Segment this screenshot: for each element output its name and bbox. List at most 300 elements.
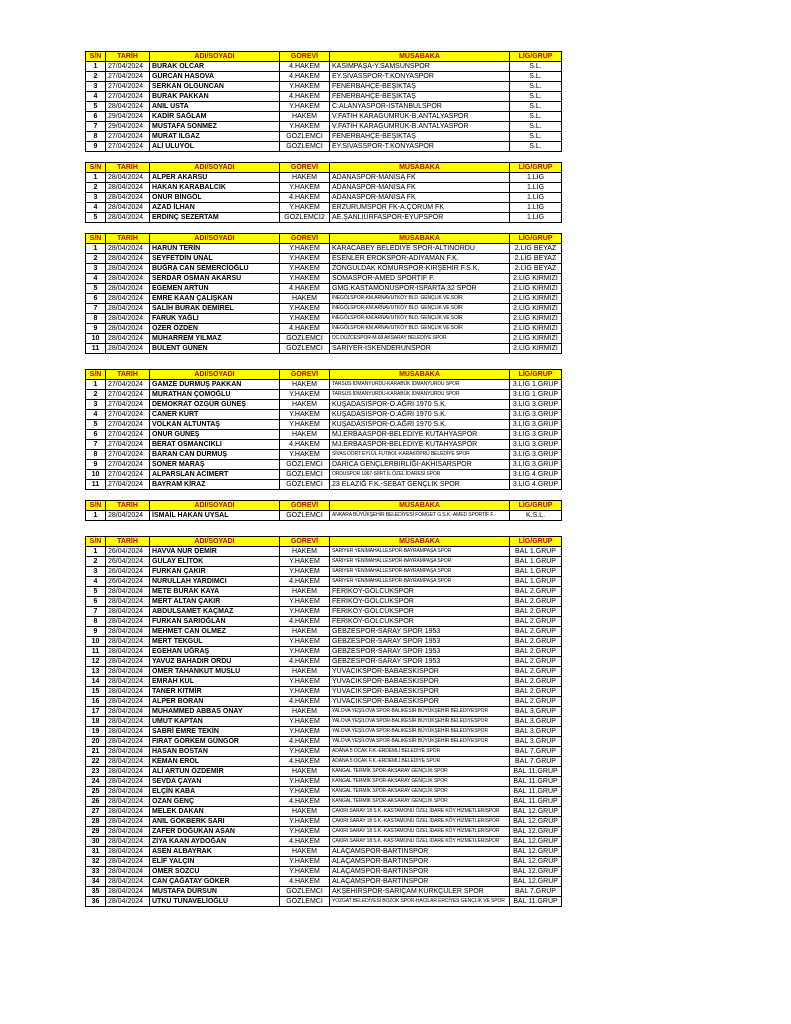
match-cell: TARSUS İDMANYURDU-KARABÜK İDMANYURDU SPOR — [330, 380, 510, 390]
league-cell: BAL 2.GRUP — [510, 687, 562, 697]
duty-cell: Y.HAKEM — [280, 244, 330, 254]
sn-cell: 3 — [86, 567, 106, 577]
match-cell: DC.DÜZCESPOR-M.68 AKSARAY BELEDİYE SPOR — [330, 334, 510, 344]
league-cell: 3.LİG 1.GRUP — [510, 380, 562, 390]
match-cell: TARSUS İDMANYURDU-KARABÜK İDMANYURDU SPOR — [330, 390, 510, 400]
name-cell: CANER KURT — [150, 410, 280, 420]
match-cell: SARIYER YENİMAHALLESPOR-BAYRAMPAŞA SPOR — [330, 547, 510, 557]
table-row — [86, 193, 562, 203]
league-cell: S.L. — [510, 82, 562, 92]
header-duty: GÖREVİ — [280, 370, 330, 380]
sn-cell: 28 — [86, 817, 106, 827]
name-cell: ZAFER DOĞUKAN ASAN — [150, 827, 280, 837]
table-row — [86, 587, 562, 597]
league-cell: 2.LİG KIRMIZI — [510, 294, 562, 304]
duty-cell: Y.HAKEM — [280, 597, 330, 607]
name-cell: SALİH BURAK DEMİREL — [150, 304, 280, 314]
duty-cell: GÖZLEMCİ — [280, 142, 330, 152]
duty-cell: Y.HAKEM — [280, 637, 330, 647]
table-row — [86, 314, 562, 324]
table-row — [86, 567, 562, 577]
assignment-table — [85, 500, 562, 521]
name-cell: ELÇİN KABA — [150, 787, 280, 797]
name-cell: ÖMER TAHANKUT MUSLU — [150, 667, 280, 677]
table-row — [86, 747, 562, 757]
table-row — [86, 897, 562, 907]
match-cell: DARICA GENÇLERBİRLİĞİ-AKHİSARSPOR — [330, 460, 510, 470]
name-cell: ERDİNÇ SEZERTAM — [150, 213, 280, 223]
table-row — [86, 304, 562, 314]
match-cell: ESENLER EROKSPOR-ADIYAMAN F.K. — [330, 254, 510, 264]
league-cell: 3.LİG 4.GRUP — [510, 480, 562, 490]
league-cell: BAL 1.GRUP — [510, 557, 562, 567]
league-cell: BAL 2.GRUP — [510, 647, 562, 657]
duty-cell: Y.HAKEM — [280, 102, 330, 112]
duty-cell: HAKEM — [280, 380, 330, 390]
sn-cell: 5 — [86, 284, 106, 294]
league-cell: BAL 2.GRUP — [510, 637, 562, 647]
date-cell: 28/04/2024 — [106, 183, 150, 193]
table-row — [86, 847, 562, 857]
table-spacer — [85, 490, 561, 500]
match-cell: SARIYER YENİMAHALLESPOR-BAYRAMPAŞA SPOR — [330, 577, 510, 587]
date-cell: 27/04/2024 — [106, 132, 150, 142]
table-row — [86, 797, 562, 807]
name-cell: MUSTAFA SÖNMEZ — [150, 122, 280, 132]
name-cell: MURATHAN ÇOMOĞLU — [150, 390, 280, 400]
sn-cell: 24 — [86, 777, 106, 787]
sn-cell: 4 — [86, 274, 106, 284]
duty-cell: HAKEM — [280, 707, 330, 717]
date-cell: 27/04/2024 — [106, 450, 150, 460]
sn-cell: 34 — [86, 877, 106, 887]
duty-cell: HAKEM — [280, 547, 330, 557]
name-cell: GÜRCAN HASOVA — [150, 72, 280, 82]
match-cell: ORDUSPOR 1967-SİİRT İL ÖZEL İDARESİ SPOR — [330, 470, 510, 480]
name-cell: ALİ ULUYOL — [150, 142, 280, 152]
name-cell: FARUK YAĞLI — [150, 314, 280, 324]
duty-cell: HAKEM — [280, 430, 330, 440]
name-cell: ANIL GÖKBERK SARI — [150, 817, 280, 827]
date-cell: 28/04/2024 — [106, 657, 150, 667]
duty-cell: Y.HAKEM — [280, 827, 330, 837]
match-cell: ADANA 5 OCAK F.K.-ERDEMLİ BELEDİYE SPOR — [330, 747, 510, 757]
date-cell: 28/04/2024 — [106, 757, 150, 767]
match-cell: AKŞEHİRSPOR-SARIÇAM KÜRKÇÜLER SPOR — [330, 887, 510, 897]
table-header-row — [86, 52, 562, 62]
sn-cell: 27 — [86, 807, 106, 817]
table-row — [86, 827, 562, 837]
sn-cell: 6 — [86, 294, 106, 304]
name-cell: MUHAMMED ABBAS ONAY — [150, 707, 280, 717]
name-cell: OZAN GENÇ — [150, 797, 280, 807]
duty-cell: 4.HAKEM — [280, 737, 330, 747]
date-cell: 28/04/2024 — [106, 294, 150, 304]
league-cell: BAL 2.GRUP — [510, 657, 562, 667]
match-cell: SARIYER-İSKENDERUNSPOR — [330, 344, 510, 354]
sn-cell: 7 — [86, 304, 106, 314]
table-row — [86, 777, 562, 787]
table-row — [86, 717, 562, 727]
duty-cell: 4.HAKEM — [280, 92, 330, 102]
name-cell: YAVUZ BAHADIR ORDU — [150, 657, 280, 667]
name-cell: MELEK DAKAN — [150, 807, 280, 817]
match-cell: GEBZESPOR-SARAY SPOR 1953 — [330, 627, 510, 637]
date-cell: 28/04/2024 — [106, 617, 150, 627]
league-cell: BAL 12.GRUP — [510, 827, 562, 837]
sn-cell: 31 — [86, 847, 106, 857]
header-league: LİG/GRUP — [510, 501, 562, 511]
table-spacer — [85, 223, 561, 233]
duty-cell: GÖZLEMCİ — [280, 344, 330, 354]
table-header-row — [86, 370, 562, 380]
name-cell: BURAK PAKKAN — [150, 92, 280, 102]
date-cell: 26/04/2024 — [106, 577, 150, 587]
league-cell: 2.LİG BEYAZ — [510, 264, 562, 274]
assignment-table — [85, 162, 562, 223]
match-cell: ALAÇAMSPOR-BARTINSPOR — [330, 847, 510, 857]
league-cell: BAL 11.GRUP — [510, 767, 562, 777]
sn-cell: 13 — [86, 667, 106, 677]
sn-cell: 1 — [86, 547, 106, 557]
league-cell: BAL 2.GRUP — [510, 677, 562, 687]
date-cell: 28/04/2024 — [106, 897, 150, 907]
league-cell: BAL 11.GRUP — [510, 777, 562, 787]
date-cell: 27/04/2024 — [106, 470, 150, 480]
league-cell: 1.LİG — [510, 173, 562, 183]
sn-cell: 25 — [86, 787, 106, 797]
match-cell: YUVACIKSPOR-BABAESKİSPOR — [330, 667, 510, 677]
name-cell: SONER MARAŞ — [150, 460, 280, 470]
table-header-row — [86, 163, 562, 173]
table-row — [86, 82, 562, 92]
table-row — [86, 142, 562, 152]
duty-cell: Y.HAKEM — [280, 727, 330, 737]
duty-cell: 4.HAKEM — [280, 797, 330, 807]
match-cell: FERİKÖY-GÖLCÜKSPOR — [330, 607, 510, 617]
table-row — [86, 102, 562, 112]
duty-cell: HAKEM — [280, 847, 330, 857]
table-row — [86, 637, 562, 647]
date-cell: 28/04/2024 — [106, 727, 150, 737]
sn-cell: 1 — [86, 380, 106, 390]
name-cell: ONUR BİNGÖL — [150, 193, 280, 203]
name-cell: MUHARREM YILMAZ — [150, 334, 280, 344]
table-row — [86, 132, 562, 142]
sn-cell: 16 — [86, 697, 106, 707]
name-cell: ÖMER SÖZCÜ — [150, 867, 280, 877]
table-row — [86, 244, 562, 254]
date-cell: 28/04/2024 — [106, 334, 150, 344]
league-cell: BAL 1.GRUP — [510, 547, 562, 557]
date-cell: 28/04/2024 — [106, 637, 150, 647]
date-cell: 28/04/2024 — [106, 102, 150, 112]
table-row — [86, 677, 562, 687]
match-cell: FENERBAHÇE-BEŞİKTAŞ — [330, 82, 510, 92]
sn-cell: 30 — [86, 837, 106, 847]
match-cell: İNEGÖLSPOR-KM.ARNAVUTKÖY BLD. GENÇLİK VE SOİR — [330, 294, 510, 304]
duty-cell: Y.HAKEM — [280, 420, 330, 430]
table-row — [86, 72, 562, 82]
name-cell: ANIL USTA — [150, 102, 280, 112]
name-cell: HASAN BOSTAN — [150, 747, 280, 757]
match-cell: MJ.ERBAASPOR-BELEDİYE KÜTAHYASPOR — [330, 430, 510, 440]
date-cell: 27/04/2024 — [106, 92, 150, 102]
duty-cell: Y.HAKEM — [280, 390, 330, 400]
table-row — [86, 647, 562, 657]
league-cell: S.L. — [510, 142, 562, 152]
date-cell: 28/04/2024 — [106, 607, 150, 617]
match-cell: İNEGÖLSPOR-KM.ARNAVUTKÖY BLD. GENÇLİK VE SOİR — [330, 324, 510, 334]
match-cell: YUVACIKSPOR-BABAESKİSPOR — [330, 697, 510, 707]
duty-cell: HAKEM — [280, 667, 330, 677]
name-cell: BUĞRA CAN SEMERCİOĞLU — [150, 264, 280, 274]
date-cell: 28/04/2024 — [106, 193, 150, 203]
name-cell: UMUT KAPTAN — [150, 717, 280, 727]
date-cell: 28/04/2024 — [106, 697, 150, 707]
name-cell: GÜLAY ELİTOK — [150, 557, 280, 567]
league-cell: BAL 1.GRUP — [510, 577, 562, 587]
header-duty: GÖREVİ — [280, 52, 330, 62]
header-league: LİG/GRUP — [510, 52, 562, 62]
date-cell: 27/04/2024 — [106, 430, 150, 440]
table-row — [86, 440, 562, 450]
duty-cell: GÖZLEMCİ — [280, 132, 330, 142]
header-match: MÜSABAKA — [330, 52, 510, 62]
table-row — [86, 627, 562, 637]
sn-cell: 1 — [86, 173, 106, 183]
league-cell: 2.LİG KIRMIZI — [510, 324, 562, 334]
date-cell: 28/04/2024 — [106, 587, 150, 597]
date-cell: 28/04/2024 — [106, 717, 150, 727]
date-cell: 27/04/2024 — [106, 72, 150, 82]
league-cell: BAL 12.GRUP — [510, 867, 562, 877]
header-duty: GÖREVİ — [280, 234, 330, 244]
table-row — [86, 92, 562, 102]
name-cell: VOLKAN ALTUNTAŞ — [150, 420, 280, 430]
header-name: ADI/SOYADI — [150, 501, 280, 511]
duty-cell: GÖZLEMCİ2 — [280, 213, 330, 223]
match-cell: YALOVA YEŞİLOVA SPOR-BALIKESİR BÜYÜKŞEHİR BELEDİYESPOR — [330, 737, 510, 747]
sn-cell: 4 — [86, 92, 106, 102]
league-cell: 3.LİG 4.GRUP — [510, 470, 562, 480]
sn-cell: 5 — [86, 102, 106, 112]
sn-cell: 20 — [86, 737, 106, 747]
league-cell: BAL 12.GRUP — [510, 857, 562, 867]
date-cell: 28/04/2024 — [106, 807, 150, 817]
name-cell: HAVVA NUR DEMİR — [150, 547, 280, 557]
table-row — [86, 727, 562, 737]
table-row — [86, 607, 562, 617]
sn-cell: 4 — [86, 203, 106, 213]
name-cell: KADİR SAĞLAM — [150, 112, 280, 122]
date-cell: 27/04/2024 — [106, 142, 150, 152]
match-cell: KANGAL TERMİK SPOR-AKSARAY GENÇLİK SPOR — [330, 797, 510, 807]
date-cell: 26/04/2024 — [106, 567, 150, 577]
date-cell: 28/04/2024 — [106, 847, 150, 857]
sn-cell: 3 — [86, 400, 106, 410]
table-row — [86, 62, 562, 72]
table-row — [86, 294, 562, 304]
league-cell: S.L. — [510, 62, 562, 72]
match-cell: ERZURUMSPOR FK-A.ÇORUM FK — [330, 203, 510, 213]
league-cell: 1.LİG — [510, 183, 562, 193]
date-cell: 28/04/2024 — [106, 797, 150, 807]
name-cell: EGEHAN UĞRAŞ — [150, 647, 280, 657]
duty-cell: 4.HAKEM — [280, 193, 330, 203]
league-cell: BAL 7.GRUP — [510, 887, 562, 897]
header-date: TARİH — [106, 234, 150, 244]
match-cell: ANKARA BÜYÜKŞEHİR BELEDİYESİ FOMGET G.S.K.-AMED SPORTİF F. — [330, 511, 510, 521]
name-cell: DEMOKRAT ÖZGÜR GÜNEŞ — [150, 400, 280, 410]
league-cell: 1.LİG — [510, 213, 562, 223]
league-cell: S.L. — [510, 112, 562, 122]
league-cell: 3.LİG 3.GRUP — [510, 420, 562, 430]
match-cell: KUŞADASISPOR-O.AĞRI 1970 S.K. — [330, 420, 510, 430]
match-cell: ÇAKIRI SARAY 18 S.K.-KASTAMONU ÖZEL İDARE KÖY HİZMETLERİSPOR — [330, 827, 510, 837]
duty-cell: 4.HAKEM — [280, 877, 330, 887]
table-row — [86, 807, 562, 817]
name-cell: BARAN CAN DURMUŞ — [150, 450, 280, 460]
name-cell: ALPARSLAN ACIMERT — [150, 470, 280, 480]
match-cell: YUVACIKSPOR-BABAESKİSPOR — [330, 687, 510, 697]
duty-cell: Y.HAKEM — [280, 787, 330, 797]
name-cell: SERDAR OSMAN AKARSU — [150, 274, 280, 284]
league-cell: S.L. — [510, 92, 562, 102]
duty-cell: 4.HAKEM — [280, 697, 330, 707]
sn-cell: 11 — [86, 480, 106, 490]
league-cell: BAL 3.GRUP — [510, 707, 562, 717]
duty-cell: HAKEM — [280, 587, 330, 597]
duty-cell: Y.HAKEM — [280, 304, 330, 314]
match-cell: KANGAL TERMİK SPOR-AKSARAY GENÇLİK SPOR — [330, 767, 510, 777]
sn-cell: 3 — [86, 264, 106, 274]
match-cell: FENERBAHÇE-BEŞİKTAŞ — [330, 132, 510, 142]
name-cell: TANER KITMİR — [150, 687, 280, 697]
sn-cell: 9 — [86, 460, 106, 470]
match-cell: EY.SİVASSPOR-T.KONYASPOR — [330, 72, 510, 82]
match-cell: ÇAKIRI SARAY 18 S.K.-KASTAMONU ÖZEL İDARE KÖY HİZMETLERİSPOR — [330, 837, 510, 847]
duty-cell: Y.HAKEM — [280, 254, 330, 264]
table-row — [86, 450, 562, 460]
duty-cell: Y.HAKEM — [280, 717, 330, 727]
sn-cell: 4 — [86, 577, 106, 587]
match-cell: ADANASPOR-MANİSA FK — [330, 183, 510, 193]
table-row — [86, 480, 562, 490]
sn-cell: 10 — [86, 334, 106, 344]
date-cell: 28/04/2024 — [106, 687, 150, 697]
match-cell: GEBZESPOR-SARAY SPOR 1953 — [330, 647, 510, 657]
name-cell: EMRE KAAN ÇALIŞKAN — [150, 294, 280, 304]
date-cell: 28/04/2024 — [106, 254, 150, 264]
sn-cell: 18 — [86, 717, 106, 727]
table-row — [86, 420, 562, 430]
name-cell: UTKU TUNAVELİOĞLU — [150, 897, 280, 907]
league-cell: BAL 2.GRUP — [510, 597, 562, 607]
date-cell: 27/04/2024 — [106, 390, 150, 400]
name-cell: İSMAİL HAKAN UYSAL — [150, 511, 280, 521]
sn-cell: 3 — [86, 82, 106, 92]
date-cell: 26/04/2024 — [106, 557, 150, 567]
name-cell: EGEMEN ARTUN — [150, 284, 280, 294]
sn-cell: 33 — [86, 867, 106, 877]
match-cell: YALOVA YEŞİLOVA SPOR-BALIKESİR BÜYÜKŞEHİR BELEDİYESPOR — [330, 717, 510, 727]
sn-cell: 7 — [86, 122, 106, 132]
date-cell: 28/04/2024 — [106, 817, 150, 827]
match-cell: ALAÇAMSPOR-BARTINSPOR — [330, 877, 510, 887]
header-name: ADI/SOYADI — [150, 370, 280, 380]
header-sn: S/N — [86, 234, 106, 244]
sn-cell: 10 — [86, 470, 106, 480]
table-row — [86, 400, 562, 410]
header-match: MÜSABAKA — [330, 501, 510, 511]
match-cell: ALAÇAMSPOR-BARTINSPOR — [330, 867, 510, 877]
league-cell: 2.LİG KIRMIZI — [510, 334, 562, 344]
date-cell: 28/04/2024 — [106, 857, 150, 867]
duty-cell: HAKEM — [280, 294, 330, 304]
sn-cell: 19 — [86, 727, 106, 737]
name-cell: SERKAN OLGUNCAN — [150, 82, 280, 92]
date-cell: 28/04/2024 — [106, 274, 150, 284]
sn-cell: 5 — [86, 420, 106, 430]
duty-cell: Y.HAKEM — [280, 647, 330, 657]
table-row — [86, 274, 562, 284]
duty-cell: 4.HAKEM — [280, 284, 330, 294]
match-cell: ADANASPOR-MANİSA FK — [330, 173, 510, 183]
header-date: TARİH — [106, 163, 150, 173]
league-cell: 3.LİG 3.GRUP — [510, 430, 562, 440]
duty-cell: GÖZLEMCİ — [280, 480, 330, 490]
date-cell: 27/04/2024 — [106, 420, 150, 430]
table-row — [86, 867, 562, 877]
duty-cell: Y.HAKEM — [280, 183, 330, 193]
assignment-table — [85, 536, 562, 907]
table-row — [86, 697, 562, 707]
duty-cell: 4.HAKEM — [280, 617, 330, 627]
header-duty: GÖREVİ — [280, 163, 330, 173]
table-row — [86, 380, 562, 390]
table-row — [86, 324, 562, 334]
date-cell: 28/04/2024 — [106, 747, 150, 757]
league-cell: BAL 3.GRUP — [510, 717, 562, 727]
league-cell: BAL 12.GRUP — [510, 817, 562, 827]
table-row — [86, 213, 562, 223]
date-cell: 28/04/2024 — [106, 707, 150, 717]
header-date: TARİH — [106, 537, 150, 547]
name-cell: NURULLAH YARDIMCI — [150, 577, 280, 587]
sn-cell: 36 — [86, 897, 106, 907]
header-sn: S/N — [86, 52, 106, 62]
match-cell: YOZGAT BELEDİYESİ BOZOK SPOR-HACILAR ERCİYES GENÇLİK VE SPOR — [330, 897, 510, 907]
match-cell: ÇAKIRI SARAY 18 S.K.-KASTAMONU ÖZEL İDARE KÖY HİZMETLERİSPOR — [330, 817, 510, 827]
name-cell: ONUR GÜNEŞ — [150, 430, 280, 440]
match-cell: KUŞADASISPOR-O.AĞRI 1970 S.K. — [330, 400, 510, 410]
league-cell: BAL 3.GRUP — [510, 737, 562, 747]
name-cell: ALPER AKARSU — [150, 173, 280, 183]
name-cell: METE BURAK KAYA — [150, 587, 280, 597]
duty-cell: Y.HAKEM — [280, 777, 330, 787]
match-cell: ALAÇAMSPOR-BARTINSPOR — [330, 857, 510, 867]
league-cell: BAL 11.GRUP — [510, 897, 562, 907]
header-date: TARİH — [106, 501, 150, 511]
table-spacer — [85, 152, 561, 162]
sn-cell: 8 — [86, 132, 106, 142]
match-cell: FERİKÖY-GÖLCÜKSPOR — [330, 617, 510, 627]
match-cell: İNEGÖLSPOR-KM.ARNAVUTKÖY BLD. GENÇLİK VE SOİR — [330, 304, 510, 314]
table-row — [86, 887, 562, 897]
name-cell: KEMAN EROL — [150, 757, 280, 767]
match-cell: V.FATİH KARAGÜMRÜK-B.ANTALYASPOR — [330, 122, 510, 132]
